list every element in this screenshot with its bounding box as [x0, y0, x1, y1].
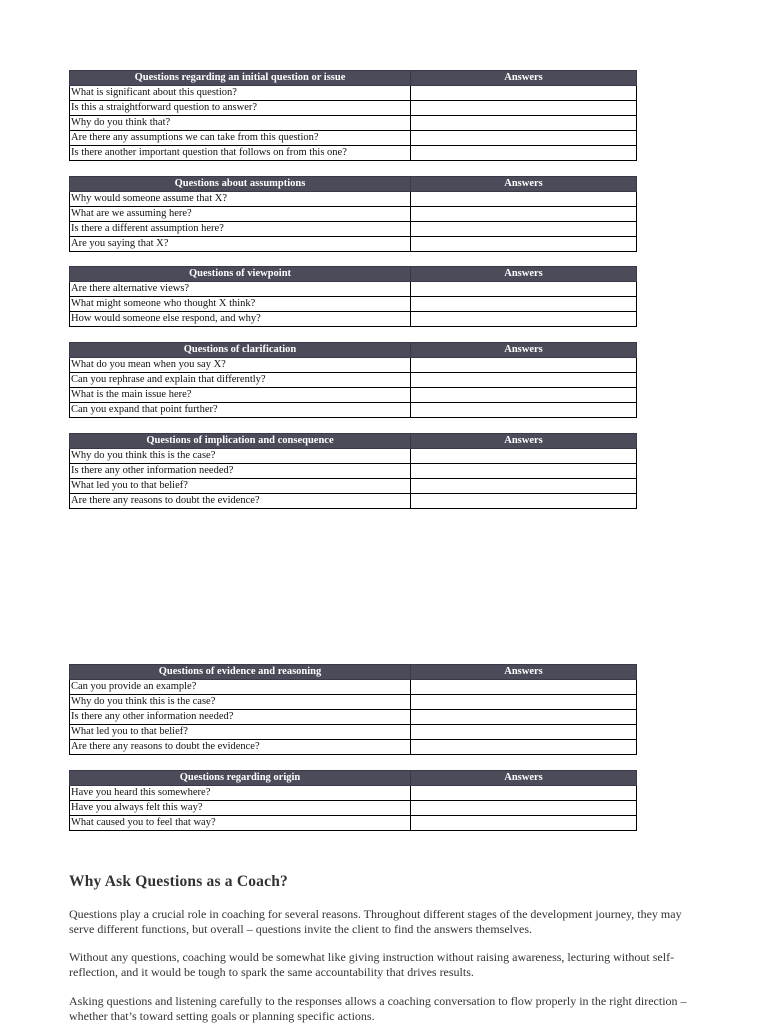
table-header-answers: Answers: [411, 343, 637, 358]
question-cell: Have you heard this somewhere?: [70, 786, 411, 801]
table-row: [70, 358, 637, 373]
table-row: [70, 449, 637, 464]
table-row: [70, 388, 637, 403]
table-row: [70, 146, 637, 161]
answer-cell[interactable]: [411, 494, 637, 509]
table-row: [70, 297, 637, 312]
table-header-answers: Answers: [411, 434, 637, 449]
answer-cell[interactable]: [411, 312, 637, 327]
article-paragraph: Without any questions, coaching would be somewhat like giving instruction without raising awareness, lecturing without self-reflection, and it would be tough to spark the same accountability that drives results.: [69, 950, 675, 979]
question-cell: Is there any other information needed?: [70, 710, 411, 725]
table-row: [70, 710, 637, 725]
table-header-category: Questions of evidence and reasoning: [70, 665, 411, 680]
questions-table-clarification: [69, 342, 637, 418]
question-cell: Can you expand that point further?: [70, 403, 411, 418]
article-paragraph: Questions play a crucial role in coaching for several reasons. Throughout different stages of the development journey, they may serve different functions, but overall – questions invite the client to find the answers themselves.: [69, 907, 682, 936]
table-row: [70, 192, 637, 207]
question-cell: What do you mean when you say X?: [70, 358, 411, 373]
question-cell: What caused you to feel that way?: [70, 816, 411, 831]
table-header-answers: Answers: [411, 71, 637, 86]
answer-cell[interactable]: [411, 282, 637, 297]
table-row: [70, 494, 637, 509]
answer-cell[interactable]: [411, 479, 637, 494]
answer-cell[interactable]: [411, 740, 637, 755]
table-row: [70, 131, 637, 146]
question-cell: Are there any reasons to doubt the evidence?: [70, 494, 411, 509]
question-cell: Is there any other information needed?: [70, 464, 411, 479]
questions-table-implication: [69, 433, 637, 509]
table-row: [70, 101, 637, 116]
table-row: [70, 479, 637, 494]
table-row: [70, 373, 637, 388]
question-cell: Why would someone assume that X?: [70, 192, 411, 207]
table-header-category: Questions of viewpoint: [70, 267, 411, 282]
table-header-category: Questions about assumptions: [70, 177, 411, 192]
table-row: [70, 312, 637, 327]
question-cell: Why do you think that?: [70, 116, 411, 131]
answer-cell[interactable]: [411, 403, 637, 418]
answer-cell[interactable]: [411, 192, 637, 207]
answer-cell[interactable]: [411, 373, 637, 388]
table-row: [70, 695, 637, 710]
answer-cell[interactable]: [411, 388, 637, 403]
table-row: [70, 786, 637, 801]
answer-cell[interactable]: [411, 146, 637, 161]
answer-cell[interactable]: [411, 680, 637, 695]
answer-cell[interactable]: [411, 131, 637, 146]
table-row: [70, 237, 637, 252]
answer-cell[interactable]: [411, 101, 637, 116]
question-cell: What led you to that belief?: [70, 725, 411, 740]
questions-table-evidence: [69, 664, 637, 755]
table-header-category: Questions of clarification: [70, 343, 411, 358]
question-cell: Is this a straightforward question to answer?: [70, 101, 411, 116]
question-cell: What might someone who thought X think?: [70, 297, 411, 312]
table-row: [70, 725, 637, 740]
answer-cell[interactable]: [411, 725, 637, 740]
answer-cell[interactable]: [411, 237, 637, 252]
answer-cell[interactable]: [411, 449, 637, 464]
question-cell: Can you rephrase and explain that differently?: [70, 373, 411, 388]
question-cell: Why do you think this is the case?: [70, 695, 411, 710]
question-cell: What led you to that belief?: [70, 479, 411, 494]
questions-table-viewpoint: [69, 266, 637, 327]
question-cell: Why do you think this is the case?: [70, 449, 411, 464]
question-cell: Can you provide an example?: [70, 680, 411, 695]
table-row: [70, 86, 637, 101]
question-cell: Have you always felt this way?: [70, 801, 411, 816]
table-header-answers: Answers: [411, 177, 637, 192]
question-cell: Are there any assumptions we can take from this question?: [70, 131, 411, 146]
answer-cell[interactable]: [411, 801, 637, 816]
answer-cell[interactable]: [411, 695, 637, 710]
answer-cell[interactable]: [411, 816, 637, 831]
table-header-answers: Answers: [411, 267, 637, 282]
table-row: [70, 740, 637, 755]
article-paragraph: Asking questions and listening carefully to the responses allows a coaching conversation to flow properly in the right direction – whether that’s toward setting goals or planning specific actions.: [69, 994, 687, 1023]
answer-cell[interactable]: [411, 207, 637, 222]
table-row: [70, 282, 637, 297]
questions-table-assumptions: [69, 176, 637, 252]
question-cell: What are we assuming here?: [70, 207, 411, 222]
table-row: [70, 116, 637, 131]
table-row: [70, 680, 637, 695]
table-row: [70, 816, 637, 831]
answer-cell[interactable]: [411, 297, 637, 312]
table-row: [70, 403, 637, 418]
table-header-category: Questions of implication and consequence: [70, 434, 411, 449]
question-cell: Are you saying that X?: [70, 237, 411, 252]
answer-cell[interactable]: [411, 710, 637, 725]
question-cell: What is the main issue here?: [70, 388, 411, 403]
question-cell: Is there another important question that follows on from this one?: [70, 146, 411, 161]
answer-cell[interactable]: [411, 86, 637, 101]
answer-cell[interactable]: [411, 464, 637, 479]
table-header-answers: Answers: [411, 665, 637, 680]
table-header-answers: Answers: [411, 771, 637, 786]
table-row: [70, 222, 637, 237]
question-cell: How would someone else respond, and why?: [70, 312, 411, 327]
question-cell: Are there any reasons to doubt the evidence?: [70, 740, 411, 755]
answer-cell[interactable]: [411, 116, 637, 131]
table-row: [70, 207, 637, 222]
answer-cell[interactable]: [411, 222, 637, 237]
table-header-category: Questions regarding an initial question or issue: [70, 71, 411, 86]
question-cell: Is there a different assumption here?: [70, 222, 411, 237]
question-cell: What is significant about this question?: [70, 86, 411, 101]
answer-cell[interactable]: [411, 786, 637, 801]
table-header-category: Questions regarding origin: [70, 771, 411, 786]
table-row: [70, 801, 637, 816]
article-heading: Why Ask Questions as a Coach?: [69, 873, 288, 890]
questions-table-initial-issue: [69, 70, 637, 161]
questions-table-origin: [69, 770, 637, 831]
question-cell: Are there alternative views?: [70, 282, 411, 297]
answer-cell[interactable]: [411, 358, 637, 373]
table-row: [70, 464, 637, 479]
